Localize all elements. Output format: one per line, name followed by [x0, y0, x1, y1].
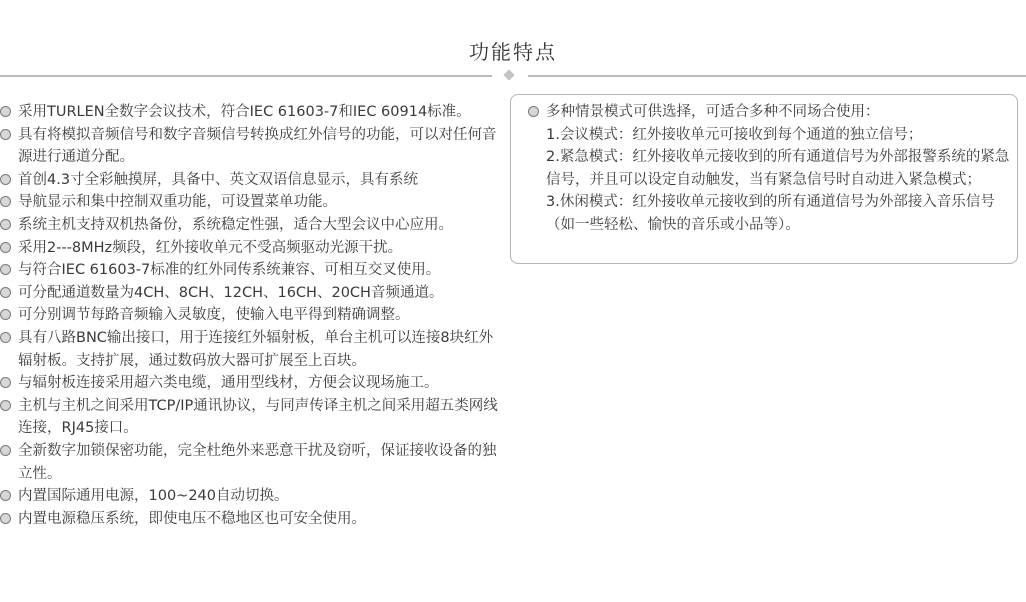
- feature-item: [0, 214, 506, 237]
- bullet-icon: [0, 332, 11, 343]
- feature-text: 可分别调节每路音频输入灵敏度，使输入电平得到精确调整。: [18, 307, 410, 324]
- feature-item: [0, 169, 506, 192]
- modes-heading: [528, 101, 1022, 124]
- feature-item: [0, 372, 506, 395]
- feature-text: 系统主机支持双机热备份，系统稳定性强，适合大型会议中心应用。: [18, 216, 453, 233]
- feature-text: 内置国际通用电源，100~240自动切换。: [18, 488, 289, 505]
- modes-content: [528, 101, 1022, 237]
- feature-item: [0, 282, 506, 305]
- feature-item: [0, 395, 506, 440]
- bullet-icon: [0, 106, 11, 117]
- bullet-icon: [0, 490, 11, 501]
- feature-item: [0, 440, 506, 485]
- divider-diamond-ornament: [503, 69, 514, 80]
- feature-text: 内置电源稳压系统，即使电压不稳地区也可安全使用。: [18, 510, 366, 527]
- feature-text: 首创4.3寸全彩触摸屏，具备中、英文双语信息显示，具有系统: [18, 171, 419, 188]
- feature-text: 具有八路BNC输出接口，用于连接红外辐射板，单台主机可以连接8块红外辐射板。支持扩展，通过数码放大器可扩展至上百块。: [18, 329, 494, 369]
- feature-item: [0, 508, 506, 531]
- feature-item: [0, 304, 506, 327]
- bullet-icon: [0, 174, 11, 185]
- bullet-icon: [0, 129, 11, 140]
- feature-item: [0, 485, 506, 508]
- bullet-icon: [0, 309, 11, 320]
- feature-text: 与辐射板连接采用超六类电缆，通用型线材，方便会议现场施工。: [18, 375, 439, 392]
- feature-item: [0, 101, 506, 124]
- mode-item-meeting: 1.会议模式：红外接收单元可接收到每个通道的独立信号；: [546, 126, 923, 143]
- feature-text: 全新数字加锁保密功能，完全杜绝外来恶意干扰及窃听，保证接收设备的独立性。: [18, 442, 497, 482]
- feature-text: 具有将模拟音频信号和数字音频信号转换成红外信号的功能，可以对任何音源进行通道分配。: [18, 126, 497, 166]
- feature-item: [0, 191, 506, 214]
- bullet-icon: [0, 219, 11, 230]
- feature-list: [0, 101, 506, 530]
- feature-text: 可分配通道数量为4CH、8CH、12CH、16CH、20CH音频通道。: [18, 284, 444, 301]
- bullet-icon: [0, 264, 11, 275]
- mode-item-emergency: 2.紧急模式：红外接收单元接收到的所有通道信号为外部报警系统的紧急信号，并且可以设定自动触发，当有紧急信号时自动进入紧急模式；: [546, 149, 1010, 188]
- bullet-icon: [0, 377, 11, 388]
- feature-text: 导航显示和集中控制双重功能，可设置菜单功能。: [18, 194, 337, 211]
- feature-item: [0, 259, 506, 282]
- mode-item-leisure: 3.休闲模式：红外接收单元接收到的所有通道信号为外部接入音乐信号（如一些轻松、愉快的音乐或小品等）。: [546, 194, 995, 233]
- feature-item: [0, 327, 506, 372]
- section-title: 功能特点: [469, 40, 557, 64]
- bullet-icon: [0, 242, 11, 253]
- bullet-icon: [0, 445, 11, 456]
- title-divider-left: [0, 75, 492, 77]
- feature-text: 采用TURLEN全数字会议技术，符合IEC 61603-7和IEC 60914标准。: [18, 104, 471, 120]
- feature-text: 主机与主机之间采用TCP/IP通讯协议，与同声传译主机之间采用超五类网线连接，RJ45接口。: [18, 397, 498, 437]
- modes-heading-text: 多种情景模式可供选择，可适合多种不同场合使用：: [546, 104, 880, 120]
- bullet-icon: [0, 400, 11, 411]
- feature-item: [0, 237, 506, 260]
- bullet-icon: [528, 106, 539, 117]
- feature-text: 采用2---8MHz频段，红外接收单元不受高频驱动光源干扰。: [18, 239, 403, 256]
- bullet-icon: [0, 513, 11, 524]
- feature-item: [0, 124, 506, 169]
- bullet-icon: [0, 287, 11, 298]
- title-divider-right: [528, 75, 1026, 77]
- bullet-icon: [0, 196, 11, 207]
- feature-text: 与符合IEC 61603-7标准的红外同传系统兼容、可相互交叉使用。: [18, 262, 441, 279]
